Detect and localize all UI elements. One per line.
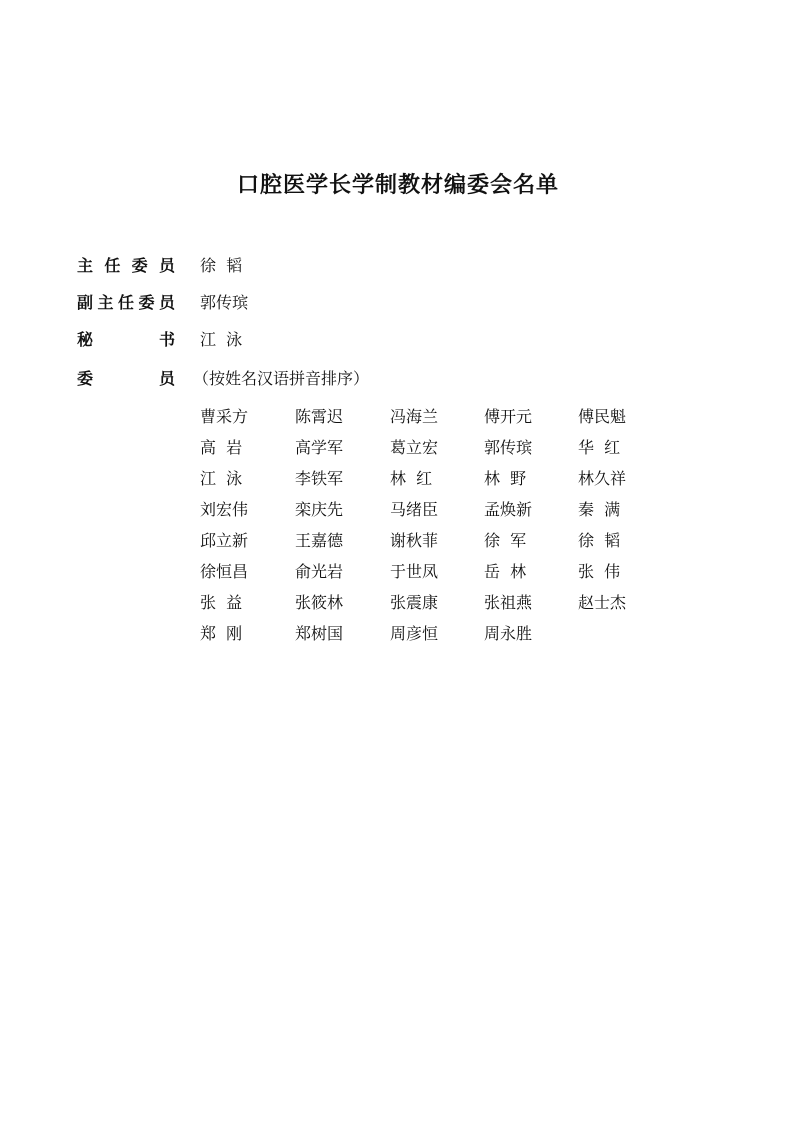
page-title: 口腔医学长学制教材编委会名单 <box>236 173 559 198</box>
member-name: 刘宏伟 <box>200 500 249 519</box>
member-name: 邱立新 <box>200 531 249 550</box>
member-name: 葛立宏 <box>390 438 439 457</box>
member-name: 周彦恒 <box>390 624 439 643</box>
member-name: 冯海兰 <box>390 407 439 426</box>
label-char: 任 <box>104 256 121 275</box>
label-char: 委 <box>138 293 155 312</box>
role-value-secretary: 江 泳 <box>200 330 243 349</box>
member-name: 高学军 <box>295 438 344 457</box>
member-name: 秦 满 <box>578 500 621 519</box>
label-char: 主 <box>97 293 114 312</box>
label-char: 主 <box>77 256 94 275</box>
label-char: 委 <box>77 369 94 388</box>
role-row-secretary <box>0 325 796 355</box>
member-name: 周永胜 <box>484 624 533 643</box>
role-label-vice-chair <box>77 288 175 318</box>
member-name: 傅开元 <box>484 407 533 426</box>
member-name: 曹采方 <box>200 407 249 426</box>
member-name: 于世凤 <box>390 562 439 581</box>
member-name: 张 伟 <box>578 562 621 581</box>
member-name: 王嘉德 <box>295 531 344 550</box>
label-char: 员 <box>158 293 175 312</box>
member-name: 马绪臣 <box>390 500 439 519</box>
member-row <box>200 559 680 590</box>
member-row <box>200 435 680 466</box>
label-char: 员 <box>158 256 175 275</box>
members-grid <box>200 404 680 652</box>
member-name: 张 益 <box>200 593 243 612</box>
role-row-members <box>0 364 796 394</box>
member-name: 郑 刚 <box>200 624 243 643</box>
member-row <box>200 404 680 435</box>
member-name: 林 野 <box>484 469 527 488</box>
member-row <box>200 590 680 621</box>
member-name: 徐 军 <box>484 531 527 550</box>
label-char: 员 <box>158 369 175 388</box>
member-name: 岳 林 <box>484 562 527 581</box>
role-row-chair <box>0 251 796 281</box>
member-row <box>200 497 680 528</box>
label-char: 书 <box>158 330 175 349</box>
member-name: 张震康 <box>390 593 439 612</box>
member-name: 高 岩 <box>200 438 243 457</box>
label-char: 秘 <box>77 330 94 349</box>
member-name: 华 红 <box>578 438 621 457</box>
role-label-chair <box>77 251 175 281</box>
member-name: 赵士杰 <box>578 593 627 612</box>
role-value-chair: 徐 韬 <box>200 256 243 275</box>
role-label-secretary <box>77 325 175 355</box>
member-row <box>200 528 680 559</box>
label-char: 委 <box>131 256 148 275</box>
member-name: 郑树国 <box>295 624 344 643</box>
role-row-vice-chair <box>0 288 796 318</box>
member-row <box>200 621 680 652</box>
member-name: 俞光岩 <box>295 562 344 581</box>
member-name: 徐恒昌 <box>200 562 249 581</box>
member-name: 林久祥 <box>578 469 627 488</box>
member-name: 张祖燕 <box>484 593 533 612</box>
member-name: 陈霄迟 <box>295 407 344 426</box>
member-name: 傅民魁 <box>578 407 627 426</box>
member-name: 李铁军 <box>295 469 344 488</box>
member-name: 栾庆先 <box>295 500 344 519</box>
member-name: 孟焕新 <box>484 500 533 519</box>
member-name: 郭传瑸 <box>484 438 533 457</box>
member-name: 徐 韬 <box>578 531 621 550</box>
member-name: 江 泳 <box>200 469 243 488</box>
member-name: 谢秋菲 <box>390 531 439 550</box>
label-char: 副 <box>77 293 94 312</box>
member-name: 林 红 <box>390 469 433 488</box>
label-char: 任 <box>117 293 134 312</box>
role-label-members <box>77 364 175 394</box>
role-value-vice-chair: 郭传瑸 <box>200 293 249 312</box>
member-name: 张筱林 <box>295 593 344 612</box>
role-value-members-note: （按姓名汉语拼音排序） <box>193 369 370 388</box>
member-row <box>200 466 680 497</box>
